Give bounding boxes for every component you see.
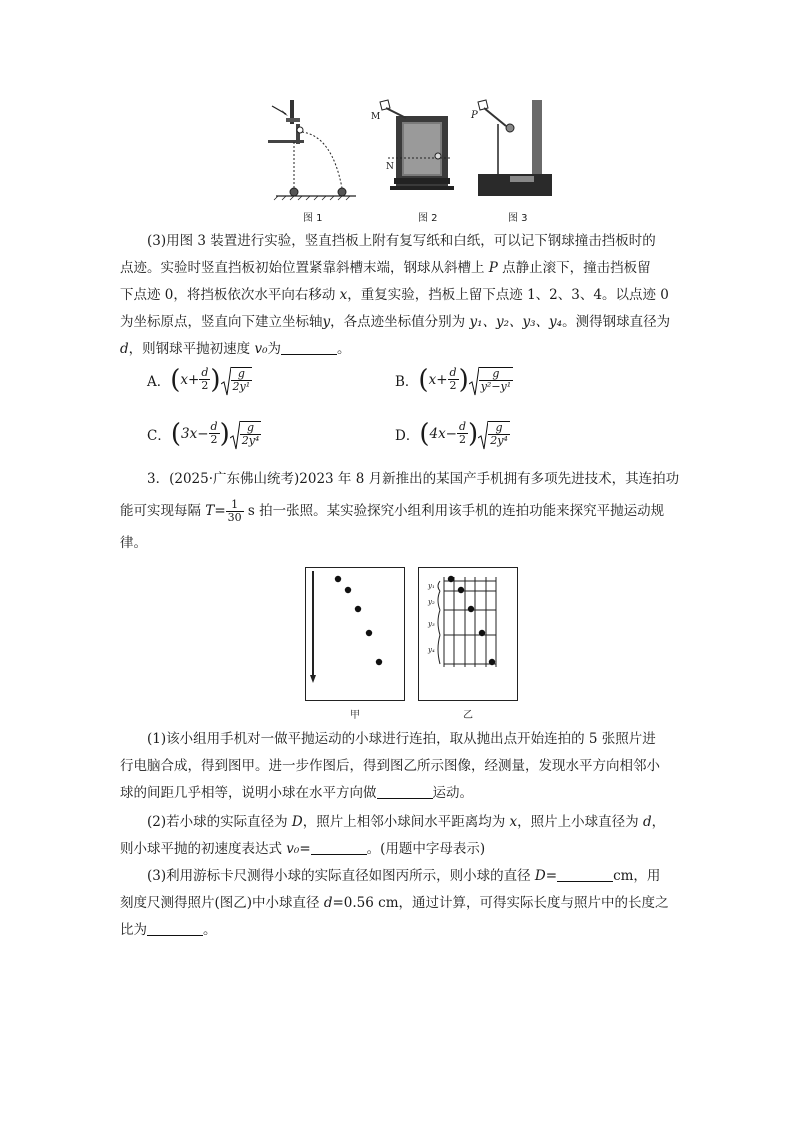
sub3-line-1-text-a: (3)利用游标卡尺测得小球的实际直径如图丙所示，则小球的直径: [147, 868, 535, 884]
figure-jia-label: 甲: [350, 710, 360, 721]
q3-line-5: [120, 336, 351, 363]
option-B-d-over-2: [448, 367, 459, 392]
sub1-line-2: [120, 753, 660, 780]
figure-1-label: 图 1: [303, 213, 323, 224]
figure-2: [366, 96, 462, 206]
q3-line-4-text-a: 为坐标原点，竖直向下建立坐标轴: [120, 314, 323, 330]
q3-line-5-text-a: ，则钢球平抛初速度: [128, 341, 255, 357]
sqrt-sign-icon: [221, 366, 231, 396]
option-A-lparen: (: [170, 364, 181, 395]
q3-line-1: [147, 228, 656, 255]
sub1-line-3-text-a: 球的间距几乎相等，说明小球在水平方向做: [120, 785, 377, 801]
problem3-eq: =: [214, 503, 226, 519]
option-C-frac-den: 2: [210, 433, 218, 446]
option-C-den: 2y⁴: [241, 434, 260, 447]
q3-line-4-text-b: ，各点迹坐标值分别为: [330, 314, 470, 330]
option-D[interactable]: [395, 420, 510, 447]
option-D-label: D．: [395, 427, 420, 444]
figure-1: [262, 96, 362, 206]
answer-blank-ratio[interactable]: [147, 921, 203, 936]
option-A-sqrt: [221, 366, 253, 393]
sub2-eq: =: [299, 841, 311, 857]
figure-2-M-label: M: [371, 112, 381, 122]
q3-line-5-text-b: 为: [267, 341, 281, 357]
option-A-rparen: ): [210, 364, 221, 395]
sub3-line-3-text-b: 。: [203, 922, 217, 938]
figure-jia: [305, 567, 405, 701]
q3-line-3-text-b: ，重复实验，挡板上留下点迹 1、2、3、4。以点迹 0: [347, 287, 669, 303]
option-B-g: g: [479, 368, 513, 381]
problem3-line-2: [120, 496, 664, 526]
option-A-label: A．: [147, 373, 171, 390]
problem3-line-1: [147, 466, 679, 493]
sub1-line-2-text: 行电脑合成，得到图甲。进一步作图后，得到图乙所示图像，经测量，发现水平方向相邻小: [120, 758, 660, 774]
option-C[interactable]: [147, 420, 261, 447]
problem3-frac-num: 1: [226, 499, 244, 512]
sub1-line-1: [147, 726, 656, 753]
figure-2-label: 图 2: [418, 213, 438, 224]
sub3-line-3-text-a: 比为: [120, 922, 147, 938]
figure-yi-label: 乙: [463, 710, 473, 721]
q3-line-1-text: (3)用图 3 装置进行实验，竖直挡板上附有复写纸和白纸，可以记下钢球撞击挡板时的: [147, 233, 656, 249]
figure-2-N-label: N: [386, 162, 394, 172]
option-A-coef: x+: [180, 371, 200, 388]
option-A-g: g: [231, 368, 253, 381]
answer-blank-motion[interactable]: [377, 784, 433, 799]
option-C-sqrt: [230, 420, 262, 447]
option-C-label: C．: [147, 427, 171, 444]
sub2-line-1-text-a: (2)若小球的实际直径为: [147, 814, 292, 830]
q3-line-2: [120, 255, 651, 282]
problem3-frac-den: 30: [227, 511, 242, 524]
q3-line-4: [120, 309, 670, 336]
option-D-den: 2y⁴: [490, 434, 508, 447]
figure-2-drawing: [366, 96, 462, 206]
option-B[interactable]: [395, 366, 513, 393]
q3-line-4-text-c: 。测得钢球直径为: [562, 314, 671, 330]
q3-line-5-d: d: [120, 341, 129, 357]
option-B-frac-num: d: [449, 366, 457, 379]
sub3-D: D: [534, 868, 546, 884]
sub1-line-3: [120, 780, 473, 807]
problem3-fraction: [226, 499, 244, 524]
sub3-eq: =: [545, 868, 558, 884]
option-C-g: g: [240, 422, 262, 435]
problem3-line-1-text: 3．(2025·广东佛山统考)2023 年 8 月新推出的某国产手机拥有多项先进技术，其连拍功: [147, 471, 680, 487]
q3-line-5-text-c: 。: [337, 341, 351, 357]
option-D-frac-den: 2: [459, 433, 467, 446]
q3-line-4-y: y: [322, 314, 331, 330]
q3-line-2-P: P: [488, 260, 498, 276]
problem3-line-3: [120, 530, 147, 557]
option-C-lparen: (: [170, 418, 181, 449]
figure-3: [470, 96, 560, 206]
option-B-coef: x+: [428, 371, 448, 388]
problem3-T: T: [205, 503, 215, 519]
figure-3-label: 图 3: [508, 213, 528, 224]
figure-yi-y3: y₃: [428, 620, 435, 628]
sub3-line-2: [120, 890, 669, 917]
sub3-line-3: [120, 917, 217, 944]
sqrt-sign-icon: [230, 420, 240, 450]
option-B-label: B．: [395, 373, 419, 390]
answer-blank-v0[interactable]: [281, 340, 337, 355]
figure-yi-y4: y₄: [428, 646, 435, 654]
option-D-coef: 4x−: [429, 425, 457, 442]
q3-line-3-text-a: 下点迹 0，将挡板依次水平向右移动: [120, 287, 340, 303]
figure-jia-drawing: [305, 567, 405, 701]
sqrt-sign-icon: [478, 420, 488, 450]
option-A-frac-den: 2: [201, 379, 209, 392]
option-A[interactable]: [147, 366, 252, 393]
q3-line-2-text-b: 点静止滚下，撞击挡板留: [497, 260, 651, 276]
sub3-line-2-text-a: 刻度尺测得照片(图乙)中小球直径: [120, 895, 324, 911]
option-D-frac-num: d: [459, 420, 467, 433]
figure-3-P-label: P: [471, 110, 478, 121]
option-B-rparen: ): [458, 364, 469, 395]
option-D-lparen: (: [419, 418, 430, 449]
sub2-D: D: [291, 814, 303, 830]
q3-line-4-values: y₁、y₂、y₃、y₄: [469, 314, 563, 330]
sub3-line-1-text-c: cm，用: [613, 868, 661, 884]
option-A-den: 2y¹: [232, 380, 251, 393]
sub2-line-2: [120, 836, 485, 863]
option-C-coef: 3x−: [181, 425, 209, 442]
sub3-line-2-text-b: =0.56 cm，通过计算，可得实际长度与照片中的长度之: [332, 895, 669, 911]
figure-yi-y1: y₁: [428, 582, 435, 590]
option-D-g: g: [488, 422, 510, 435]
sub2-v0: v₀: [286, 841, 300, 857]
sub1-line-1-text: (1)该小组用手机对一做平抛运动的小球进行连拍，取从抛出点开始连拍的 5 张照片进: [147, 731, 656, 747]
problem3-line-2-text-a: 能可实现每隔: [120, 503, 206, 519]
option-A-frac-num: d: [201, 366, 209, 379]
sqrt-sign-icon: [469, 366, 479, 396]
option-C-frac-num: d: [210, 420, 218, 433]
sub2-x: x: [509, 814, 518, 830]
option-B-frac-den: 2: [449, 379, 457, 392]
option-D-rparen: ): [468, 418, 479, 449]
sub3-d: d: [323, 895, 333, 911]
answer-blank-v0-expression[interactable]: [311, 840, 367, 855]
option-B-sqrt: [469, 366, 513, 393]
option-C-rparen: ): [219, 418, 230, 449]
option-B-lparen: (: [418, 364, 429, 395]
problem3-line-2-text-b: s 拍一张照。某实验探究小组利用该手机的连拍功能来探究平抛运动规: [243, 503, 665, 519]
option-A-d-over-2: [199, 367, 210, 392]
sub2-line-1: [147, 809, 665, 836]
option-C-d-over-2: [209, 421, 220, 446]
q3-line-3-x: x: [339, 287, 348, 303]
option-D-sqrt: [478, 420, 510, 447]
q3-line-3: [120, 282, 669, 309]
sub3-line-1: [147, 863, 660, 890]
sub1-line-3-text-b: 运动。: [432, 785, 473, 801]
sub2-d: d: [642, 814, 652, 830]
figure-1-drawing: [262, 96, 362, 206]
sub2-line-2-text-a: 则小球平抛的初速度表达式: [120, 841, 287, 857]
answer-blank-diameter[interactable]: [557, 867, 613, 882]
q3-line-2-text-a: 点迹。实验时竖直挡板初始位置紧靠斜槽末端，钢球从斜槽上: [120, 260, 489, 276]
figure-yi-y2: y₂: [428, 598, 435, 606]
sub2-line-1-text-c: ，照片上小球直径为: [517, 814, 643, 830]
figure-3-drawing: [470, 96, 560, 206]
sub2-line-1-text-d: ，: [651, 814, 666, 830]
option-B-den: y²−y¹: [480, 380, 512, 393]
sub2-line-2-text-c: 。(用题中字母表示): [366, 841, 486, 857]
problem3-line-3-text: 律。: [120, 535, 147, 551]
q3-line-5-v0: v₀: [254, 341, 268, 357]
option-D-d-over-2: [457, 421, 468, 446]
sub2-line-1-text-b: ，照片上相邻小球间水平距离均为: [302, 814, 510, 830]
